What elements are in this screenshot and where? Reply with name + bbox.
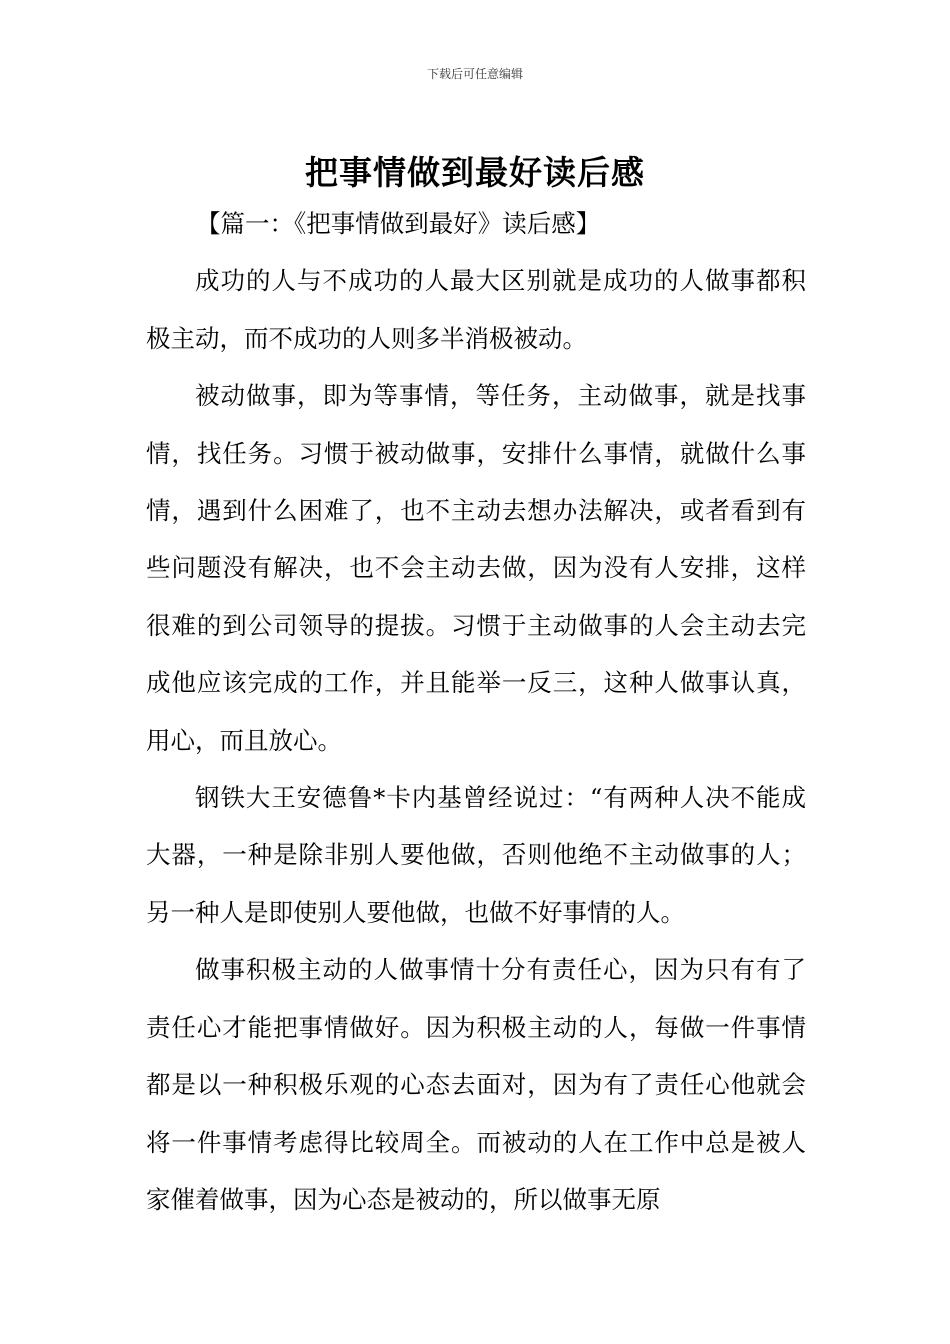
paragraph-3: 钢铁大王安德鲁*卡内基曾经说过：“有两种人决不能成大器，一种是除非别人要他做，否则他绝不主动做事的人；另一种人是即使别人要他做，也做不好事情的人。 (146, 783, 806, 927)
document-body (146, 195, 806, 1228)
header-note: 下载后可任意编辑 (426, 67, 523, 81)
section-heading: 【篇一：《把事情做到最好》读后感】 (196, 209, 601, 238)
paragraph-1: 成功的人与不成功的人最大区别就是成功的人做事都积极主动，而不成功的人则多半消极被动。 (146, 266, 806, 353)
paragraph-4: 做事积极主动的人做事情十分有责任心，因为只有有了责任心才能把事情做好。因为积极主动的人，每做一件事情都是以一种积极乐观的心态去面对，因为有了责任心他就会将一件事情考虑得比较周全。而被动的人在工作中总是被人家催着做事，因为心态是被动的，所以做事无原 (146, 955, 806, 1214)
document-title: 把事情做到最好读后感 (305, 153, 645, 193)
paragraph-2: 被动做事，即为等事情，等任务，主动做事，就是找事情，找任务。习惯于被动做事，安排什么事情，就做什么事情，遇到什么困难了，也不主动去想办法解决，或者看到有些问题没有解决，也不会主动去做，因为没有人安排，这样很难的到公司领导的提拔。习惯于主动做事的人会主动去完成他应该完成的工作，并且能举一反三，这种人做事认真，用心，而且放心。 (146, 381, 806, 755)
